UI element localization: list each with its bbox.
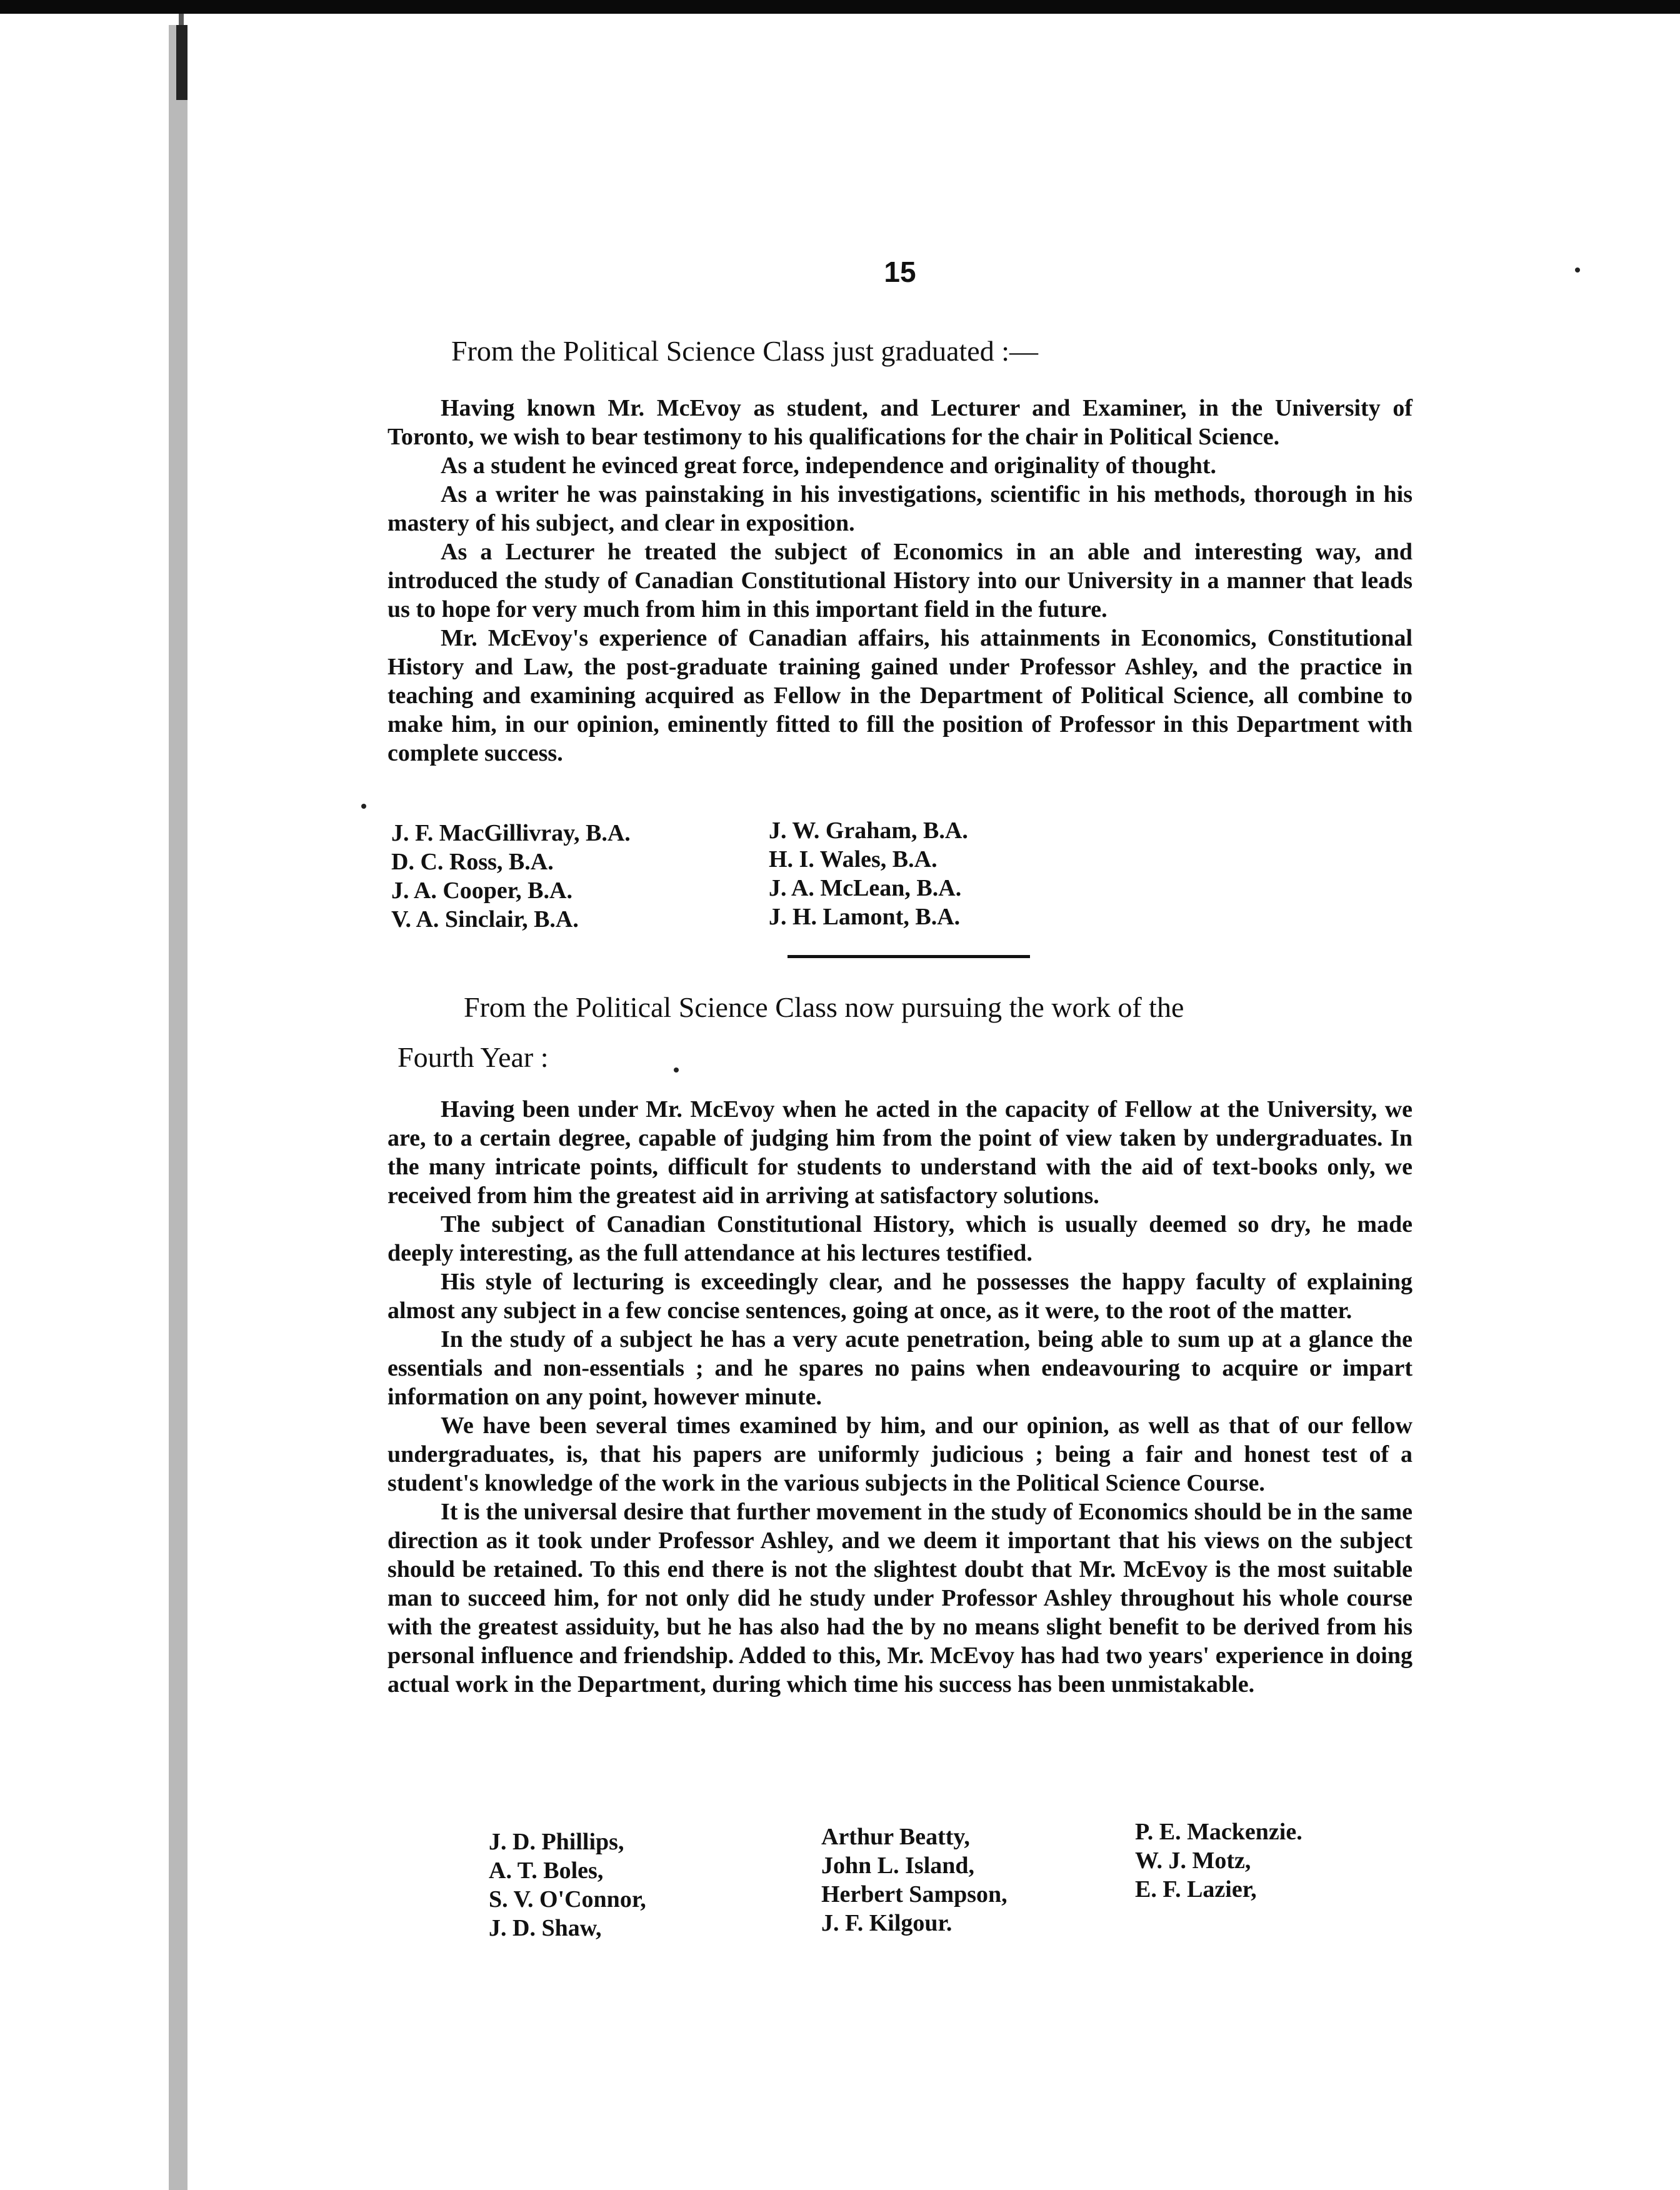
print-speck xyxy=(674,1068,679,1072)
signatory-name: Herbert Sampson, xyxy=(821,1881,1008,1908)
facing-page-margin xyxy=(0,14,188,2190)
section2-heading-line2: Fourth Year : xyxy=(398,1041,549,1073)
signatory-name: H. I. Wales, B.A. xyxy=(769,846,938,872)
section2-paragraph: We have been several times examined by him, and our opinion, as well as that of our fellow undergraduates, is, that his papers are uniformly judicious ; being a fair and honest test of a student's knowledge of the work in the various subjects in the Political Science Course. xyxy=(388,1412,1412,1496)
section1-paragraph: As a Lecturer he treated the subject of Economics in an able and interesting way, and introduced the study of Canadian Constitutional History into our University in a manner that leads us to hope for very much from him in this important field in the future. xyxy=(388,539,1412,622)
section2-paragraph: It is the universal desire that further movement in the study of Economics should be in the same direction as it took under Professor Ashley, and we deem it important that his views on the subject should be retained. To this end there is not the slightest doubt that Mr. McEvoy is the most suitable man to succeed him, for not only did he study under Professor Ashley throughout his whole course with the greatest assiduity, but he has also had the by no means slight benefit to be derived from his personal influence and friendship. Added to this, Mr. McEvoy has had two years' experience in doing actual work in the Department, during which time his success has been unmistakable. xyxy=(388,1499,1412,1698)
section2-heading-line1: From the Political Science Class now pursuing the work of the xyxy=(464,991,1184,1023)
section2-body xyxy=(388,1095,1412,1699)
page-number: 15 xyxy=(884,256,916,288)
section2-paragraph: His style of lecturing is exceedingly clear, and he possesses the happy faculty of explaining almost any subject in a few concise sentences, going at once, as it were, to the root of the matter. xyxy=(388,1269,1412,1324)
signatory-name: J. H. Lamont, B.A. xyxy=(769,904,961,930)
binding-spine xyxy=(176,25,188,100)
section1-paragraph: As a writer he was painstaking in his investigations, scientific in his methods, thorough in his mastery of his subject, and clear in exposition. xyxy=(388,481,1412,536)
section-divider xyxy=(788,955,1030,958)
signatory-name: J. D. Shaw, xyxy=(489,1915,602,1941)
section2-signatories-col3 xyxy=(1135,1818,1302,1904)
section2-signatories-col2 xyxy=(821,1822,1008,1938)
page-gutter xyxy=(169,25,188,2190)
signatory-name: J. F. Kilgour. xyxy=(821,1910,952,1936)
signatory-name: J. A. McLean, B.A. xyxy=(769,875,962,901)
signatory-name: J. W. Graham, B.A. xyxy=(769,818,968,844)
signatory-name: D. C. Ross, B.A. xyxy=(391,849,554,875)
section2-paragraph: In the study of a subject he has a very acute penetration, being able to sum up at a glance the essentials and non-essentials ; and he spares no pains when endeavouring to acquire or impart information on any point, however minute. xyxy=(388,1326,1412,1410)
section1-heading: From the Political Science Class just graduated :— xyxy=(451,335,1039,367)
section1-paragraph: Having known Mr. McEvoy as student, and Lecturer and Examiner, in the University of Toronto, we wish to bear testimony to his qualifications for the chair in Political Science. xyxy=(388,395,1412,450)
section2-signatories-col1 xyxy=(489,1828,646,1942)
scan-top-edge xyxy=(0,0,1680,14)
section1-body xyxy=(388,394,1412,768)
signatory-name: E. F. Lazier, xyxy=(1135,1876,1257,1902)
signatory-name: John L. Island, xyxy=(821,1852,975,1879)
print-speck xyxy=(1575,268,1580,272)
signatory-name: J. A. Cooper, B.A. xyxy=(391,878,572,904)
section1-paragraph: Mr. McEvoy's experience of Canadian affairs, his attainments in Economics, Constitutional History and Law, the post-graduate training gained under Professor Ashley, and the practice in teaching and examining acquired as Fellow in the Department of Political Science, all combine to make him, in our opinion, eminently fitted to fill the position of Professor in this Department with complete success. xyxy=(388,625,1412,766)
section2-paragraph: Having been under Mr. McEvoy when he acted in the capacity of Fellow at the University, we are, to a certain degree, capable of judging him from the point of view taken by undergraduates. In the many intricate points, difficult for students to understand with the aid of text-books only, we received from him the greatest aid in arriving at satisfactory solutions. xyxy=(388,1096,1412,1209)
signatory-name: W. J. Motz, xyxy=(1135,1848,1251,1874)
print-speck xyxy=(361,804,366,809)
section1-signatories-col1 xyxy=(391,819,631,934)
signatory-name: A. T. Boles, xyxy=(489,1858,604,1884)
signatory-name: Arthur Beatty, xyxy=(821,1824,970,1850)
section1-signatories-col2 xyxy=(769,816,968,931)
section1-paragraph: As a student he evinced great force, independence and originality of thought. xyxy=(441,452,1216,479)
signatory-name: S. V. O'Connor, xyxy=(489,1886,646,1912)
signatory-name: J. F. MacGillivray, B.A. xyxy=(391,820,631,846)
signatory-name: J. D. Phillips, xyxy=(489,1829,624,1855)
signatory-name: P. E. Mackenzie. xyxy=(1135,1819,1302,1845)
section2-paragraph: The subject of Canadian Constitutional History, which is usually deemed so dry, he made deeply interesting, as the full attendance at his lectures testified. xyxy=(388,1211,1412,1266)
signatory-name: V. A. Sinclair, B.A. xyxy=(391,906,579,932)
